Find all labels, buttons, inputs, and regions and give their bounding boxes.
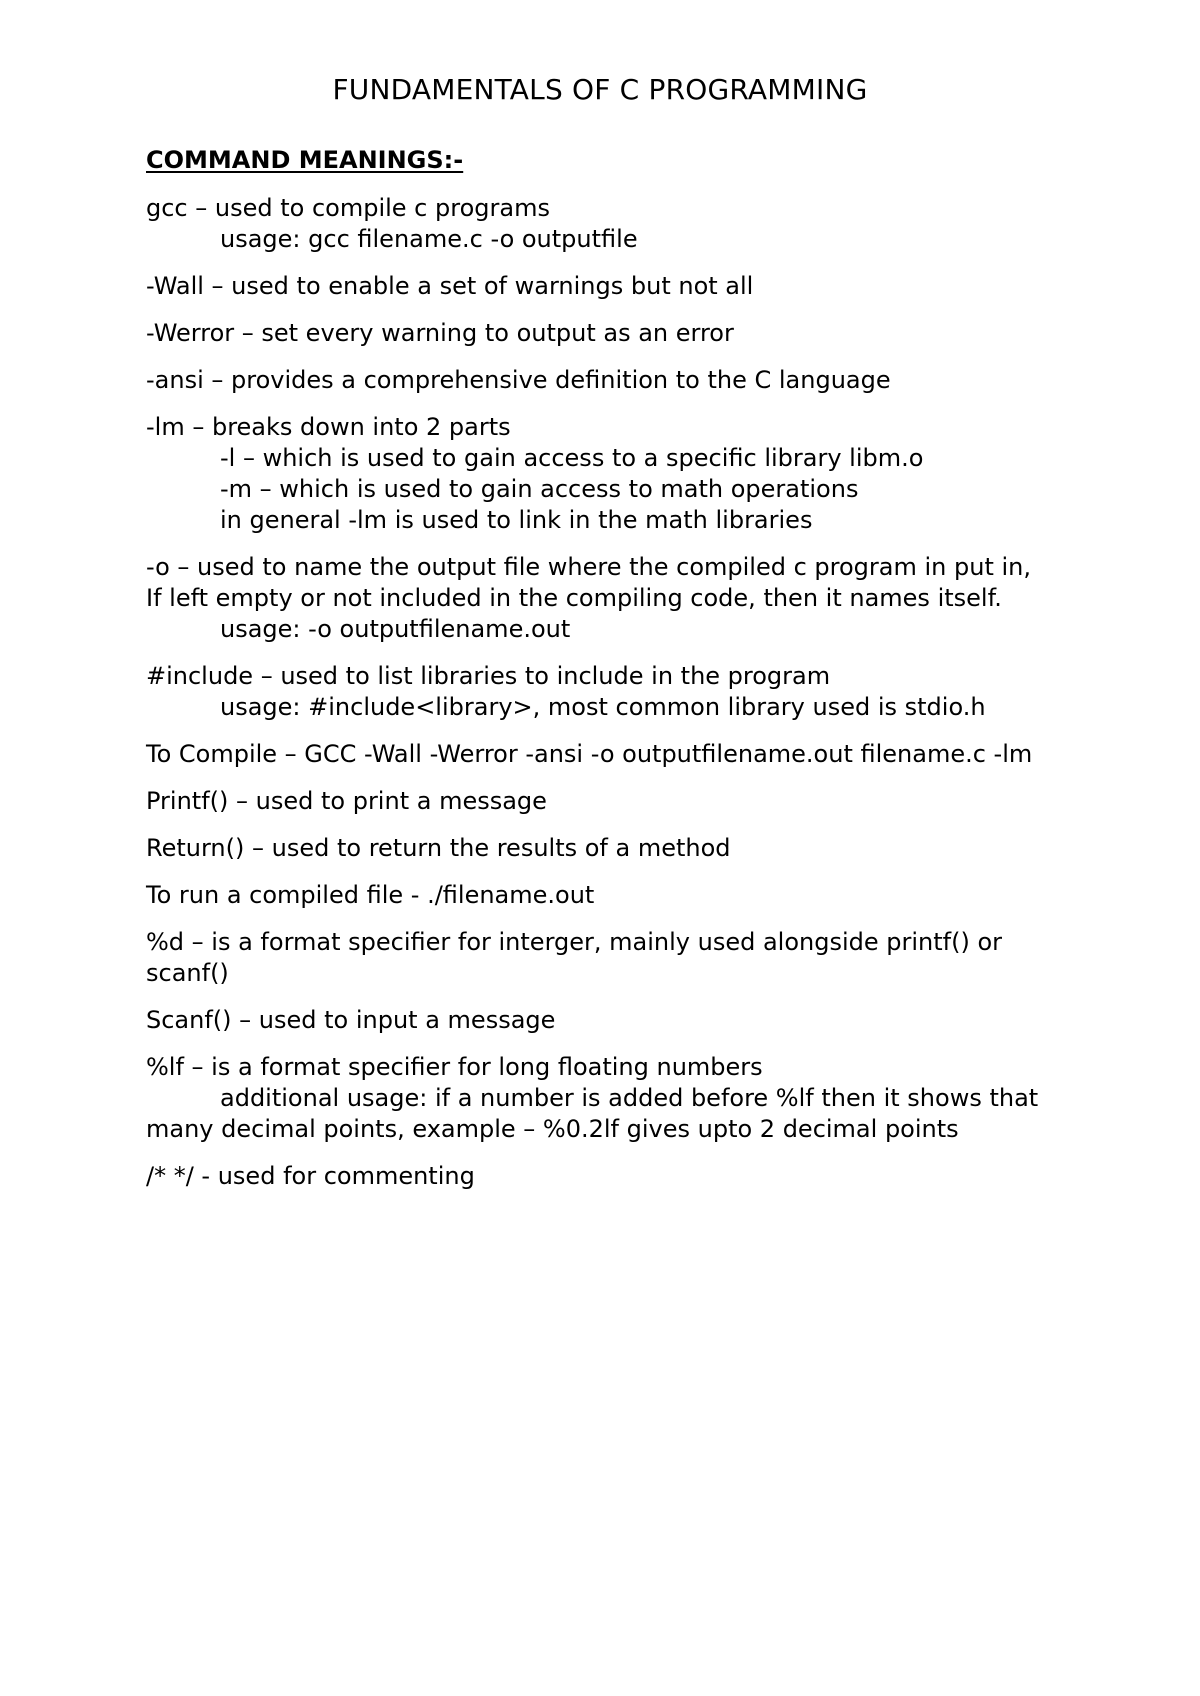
entry-line: -o – used to name the output file where the compiled c program in put in, [146,553,1031,581]
command-entry-include [146,661,1076,723]
command-entry-run [146,880,1076,911]
entry-line: Printf() – used to print a message [146,787,547,815]
entry-line: -ansi – provides a comprehensive definition to the C language [146,366,891,394]
command-entry-format-lf [146,1052,1076,1145]
entry-line: -Werror – set every warning to output as an error [146,319,734,347]
entry-line: many decimal points, example – %0.2lf gives upto 2 decimal points [146,1115,959,1143]
entry-sub-line: -m – which is used to gain access to math operations [220,475,859,503]
entry-sub-line: -l – which is used to gain access to a specific library libm.o [220,444,924,472]
command-entry-compile [146,739,1076,770]
entry-line: Scanf() – used to input a message [146,1006,556,1034]
command-entry-scanf [146,1005,1076,1036]
entry-line: To Compile – GCC -Wall -Werror -ansi -o outputfilename.out filename.c -lm [146,740,1033,768]
entry-line: Return() – used to return the results of a method [146,834,731,862]
command-entry-gcc [146,193,1076,255]
command-entry-lm [146,412,1076,536]
command-entry-wall [146,271,1076,302]
entry-usage-line: usage: #include<library>, most common library used is stdio.h [220,693,986,721]
command-list [146,193,1076,1208]
command-entry-printf [146,786,1076,817]
command-entry-return [146,833,1076,864]
command-entry-ansi [146,365,1076,396]
document-title: FUNDAMENTALS OF C PROGRAMMING [332,73,868,106]
entry-line: gcc – used to compile c programs [146,194,550,222]
command-entry-format-d [146,927,1076,989]
entry-usage-line: usage: gcc filename.c -o outputfile [220,225,638,253]
entry-line: To run a compiled file - ./filename.out [146,881,595,909]
command-entry-comment [146,1161,1076,1192]
entry-line: %lf – is a format specifier for long floating numbers [146,1053,763,1081]
entry-line: -Wall – used to enable a set of warnings but not all [146,272,754,300]
entry-line: #include – used to list libraries to include in the program [146,662,831,690]
entry-line: -lm – breaks down into 2 parts [146,413,511,441]
entry-sub-line: in general -lm is used to link in the math libraries [220,506,813,534]
entry-usage-line: usage: -o outputfilename.out [220,615,571,643]
section-heading: COMMAND MEANINGS:- [146,146,464,174]
command-entry-o [146,552,1076,645]
command-entry-werror [146,318,1076,349]
entry-line: %d – is a format specifier for interger, mainly used alongside printf() or [146,928,1002,956]
entry-line: scanf() [146,959,229,987]
entry-line: /* */ - used for commenting [146,1162,475,1190]
entry-sub-line: additional usage: if a number is added before %lf then it shows that [220,1084,1039,1112]
entry-line: If left empty or not included in the compiling code, then it names itself. [146,584,1002,612]
